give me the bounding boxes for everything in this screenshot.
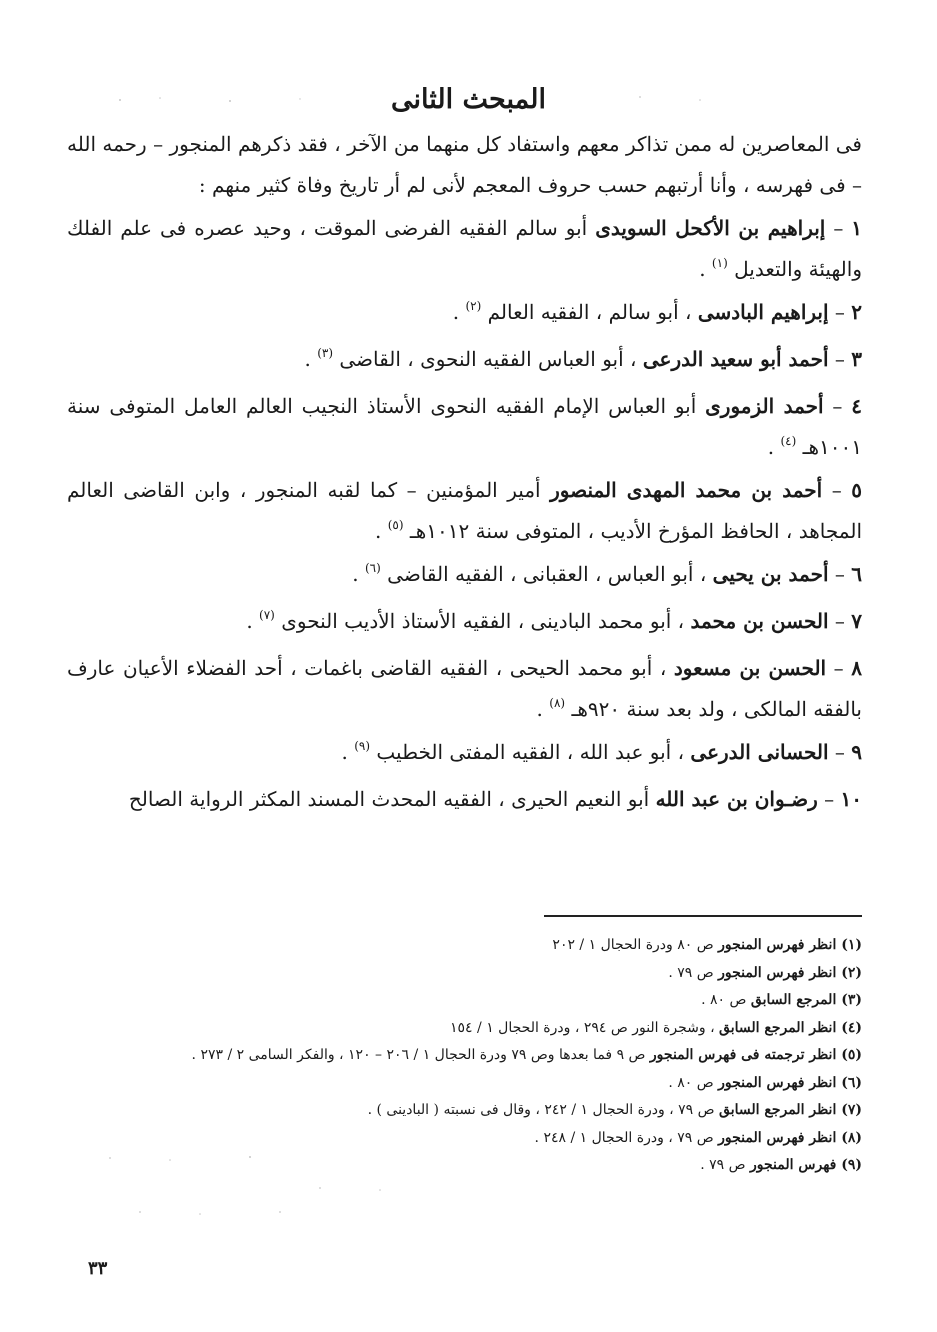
entry-number: ٨ (851, 656, 862, 680)
footnote-label: (٩) فهرس المنجور (750, 1157, 862, 1173)
entry-name: أحمد أبو سعيد الدرعى (642, 347, 829, 371)
entry-name: الحسن بن مسعود (673, 656, 827, 680)
footnote-label: (٨) انظر فهرس المنجور (718, 1129, 862, 1146)
entry-text: ، أبو محمد البادينى ، الفقيه الأستاذ الأديب النحوى (281, 609, 691, 633)
entry-name: أحمد بن يحيى (712, 562, 829, 586)
footnote-label: (٢) انظر فهرس المنجور (718, 964, 862, 981)
footnote-ref: (٣) (317, 346, 334, 360)
entry-6: ٦ – أحمد بن يحيى ، أبو العباس ، العقبانى ، الفقيه القاضى $^{(٦)}$ . (352, 561, 862, 586)
footnotes (67, 932, 862, 1180)
entry-name: إبراهيم البادسى (697, 300, 829, 324)
footnote-ref: (٧) (259, 608, 275, 622)
entry-text: أبو النعيم الحيرى ، الفقيه المحدث المسند المكثر الرواية الصالح (128, 787, 656, 811)
footnote-1 (67, 932, 862, 960)
footnote-label: (٧) انظر المرجع السابق (719, 1102, 862, 1118)
footnote-2 (67, 960, 862, 988)
footnote-ref: (٤) (780, 434, 797, 448)
entry-5: ٥ – أحمد بن محمد المهدى المنصور أمير المؤمنين – كما لقبه المنجور ، وابن القاضى العالم المجاهد ، الحافظ المؤرخ الأديب ، المتوفى سنة ١٠١٢هـ $^{(٥)}$ . (67, 478, 862, 543)
footnote-text: ص ٧٩ . (700, 1157, 750, 1173)
footnote-text: ، وشجرة النور ص ٢٩٤ ، ودرة الحجال ١ / ١٥٤ (450, 1019, 720, 1036)
section-heading: المبحث الثانى (391, 84, 546, 115)
footnote-label: (٦) انظر فهرس المنجور (718, 1074, 862, 1091)
entry-8: ٨ – الحسن بن مسعود ، أبو محمد الحيحى ، الفقيه القاضى باغمات ، أحد الفضلاء الأعيان عارف بالفقه المالكى ، ولد بعد سنة ٩٢٠هـ $^{(٨)}$ . (67, 656, 862, 721)
footnote-8 (67, 1125, 862, 1153)
entry-4: ٤ – أحمد الزمورى أبو العباس الإمام الفقيه النحوى الأستاذ النجيب العالم العامل المتوفى سنة ١٠٠١هـ $^{(٤)}$ . (67, 394, 862, 459)
footnote-3 (67, 987, 862, 1015)
footnote-7 (67, 1097, 862, 1125)
footnote-label: (١) انظر فهرس المنجور (718, 937, 862, 953)
footnote-ref: (١) (711, 256, 728, 270)
entry-name: أحمد الزمورى (705, 394, 824, 418)
entry-text: ، أبو سالم ، الفقيه العالم (487, 300, 698, 324)
footnote-label: (٥) انظر ترجمته فى فهرس المنجور (649, 1047, 862, 1063)
footnote-label: (٣) المرجع السابق (750, 992, 862, 1008)
entry-3: ٣ – أحمد أبو سعيد الدرعى ، أبو العباس الفقيه النحوى ، القاضى $^{(٣)}$ . (304, 346, 862, 371)
footnote-divider (544, 915, 862, 917)
footnote-ref: (٩) (354, 739, 371, 753)
entry-name: الحسن بن محمد (690, 609, 829, 633)
entry-number: ٦ (851, 562, 862, 586)
entry-number: ٥ (851, 478, 862, 502)
entry-number: ٢ (851, 300, 862, 324)
entry-10: ١٠ – رضـوان بن عبد الله أبو النعيم الحيرى ، الفقيه المحدث المسند المكثر الرواية الصالح (128, 787, 862, 811)
entry-text: أبو العباس الإمام الفقيه النحوى الأستاذ النجيب العالم العامل المتوفى سنة ١٠٠١هـ (67, 394, 862, 459)
footnote-6 (67, 1070, 862, 1098)
entry-name: إبراهيم بن الأكحل السويدى (595, 216, 826, 240)
entry-name: أحمد بن محمد المهدى المنصور (550, 478, 823, 502)
footnote-text: ص ٨٠ . (668, 1074, 719, 1091)
main-text (67, 124, 862, 822)
entry-number: ١ (851, 216, 863, 240)
entry-number: ٩ (851, 740, 862, 764)
footnote-ref: (٢) (465, 299, 482, 313)
entry-text: ، أبو العباس ، العقبانى ، الفقيه القاضى (387, 562, 713, 586)
entry-number: ٧ (851, 609, 862, 633)
footnote-ref: (٦) (364, 561, 381, 575)
entry-9: ٩ – الحسانى الدرعى ، أبو عبد الله ، الفقيه المفتى الخطيب $^{(٩)}$ . (341, 739, 862, 764)
footnote-text: ص ٧٩ . (668, 964, 719, 981)
footnote-ref: (٨) (549, 696, 566, 710)
entry-name: الحسانى الدرعى (690, 740, 829, 764)
footnote-text: ص ٨٠ . (701, 992, 751, 1008)
entry-text: ، أبو العباس الفقيه النحوى ، القاضى (339, 347, 643, 371)
entry-text: أمير المؤمنين – كما لقبه المنجور ، وابن القاضى العالم المجاهد ، الحافظ المؤرخ الأديب ، المتوفى سنة ١٠١٢هـ (67, 478, 862, 543)
footnote-ref: (٥) (387, 518, 404, 532)
footnote-text: ص ٧٩ ، ودرة الحجال ١ / ٢٤٨ . (534, 1129, 719, 1146)
entry-text: ، أبو عبد الله ، الفقيه المفتى الخطيب (376, 740, 691, 764)
entry-1: ١ – إبراهيم بن الأكحل السويدى أبو سالم الفقيه الفرضى الموقت ، وحيد عصره فى علم الفلك والهيئة والتعديل $^{(١)}$ . (67, 216, 863, 281)
entry-2: ٢ – إبراهيم البادسى ، أبو سالم ، الفقيه العالم $^{(٢)}$ . (452, 299, 862, 324)
footnote-4 (67, 1015, 862, 1043)
entry-7: ٧ – الحسن بن محمد ، أبو محمد البادينى ، الفقيه الأستاذ الأديب النحوى $^{(٧)}$ . (246, 608, 862, 633)
entry-text: أبو سالم الفقيه الفرضى الموقت ، وحيد عصره فى علم الفلك والهيئة والتعديل (67, 216, 862, 281)
footnote-5 (67, 1042, 862, 1070)
entry-number: ٤ (851, 394, 862, 418)
footnote-text: ص ٧٩ ، ودرة الحجال ١ / ٢٤٢ ، وقال فى نسبته ( البادينى ) . (367, 1102, 720, 1118)
footnote-text: ص ٨٠ ودرة الحجال ١ / ٢٠٢ (552, 937, 719, 953)
footnote-9 (67, 1152, 862, 1180)
footnote-text: ص ٩ فما بعدها وص ٧٩ ودرة الحجال ١ / ٢٠٦ – ١٢٠ ، والفكر السامى ٢ / ٢٧٣ . (191, 1047, 650, 1063)
entry-text: ، أبو محمد الحيحى ، الفقيه القاضى باغمات ، أحد الفضلاء الأعيان عارف بالفقه المالكى ، ولد بعد سنة ٩٢٠هـ (67, 656, 862, 721)
entry-number: ١٠ (840, 787, 862, 811)
entry-name: رضـوان بن عبد الله (655, 787, 818, 811)
page-number: ٣٣ (88, 1258, 108, 1279)
entry-number: ٣ (851, 347, 862, 371)
intro-paragraph: فى المعاصرين له ممن تذاكر معهم واستفاد كل منهما من الآخر ، فقد ذكرهم المنجور – رحمه الله – فى فهرسه ، وأنا أرتبهم حسب حروف المعجم لأنى لم أر تاريخ وفاة كثير منهم : (67, 132, 862, 197)
footnote-label: (٤) انظر المرجع السابق (719, 1019, 862, 1036)
